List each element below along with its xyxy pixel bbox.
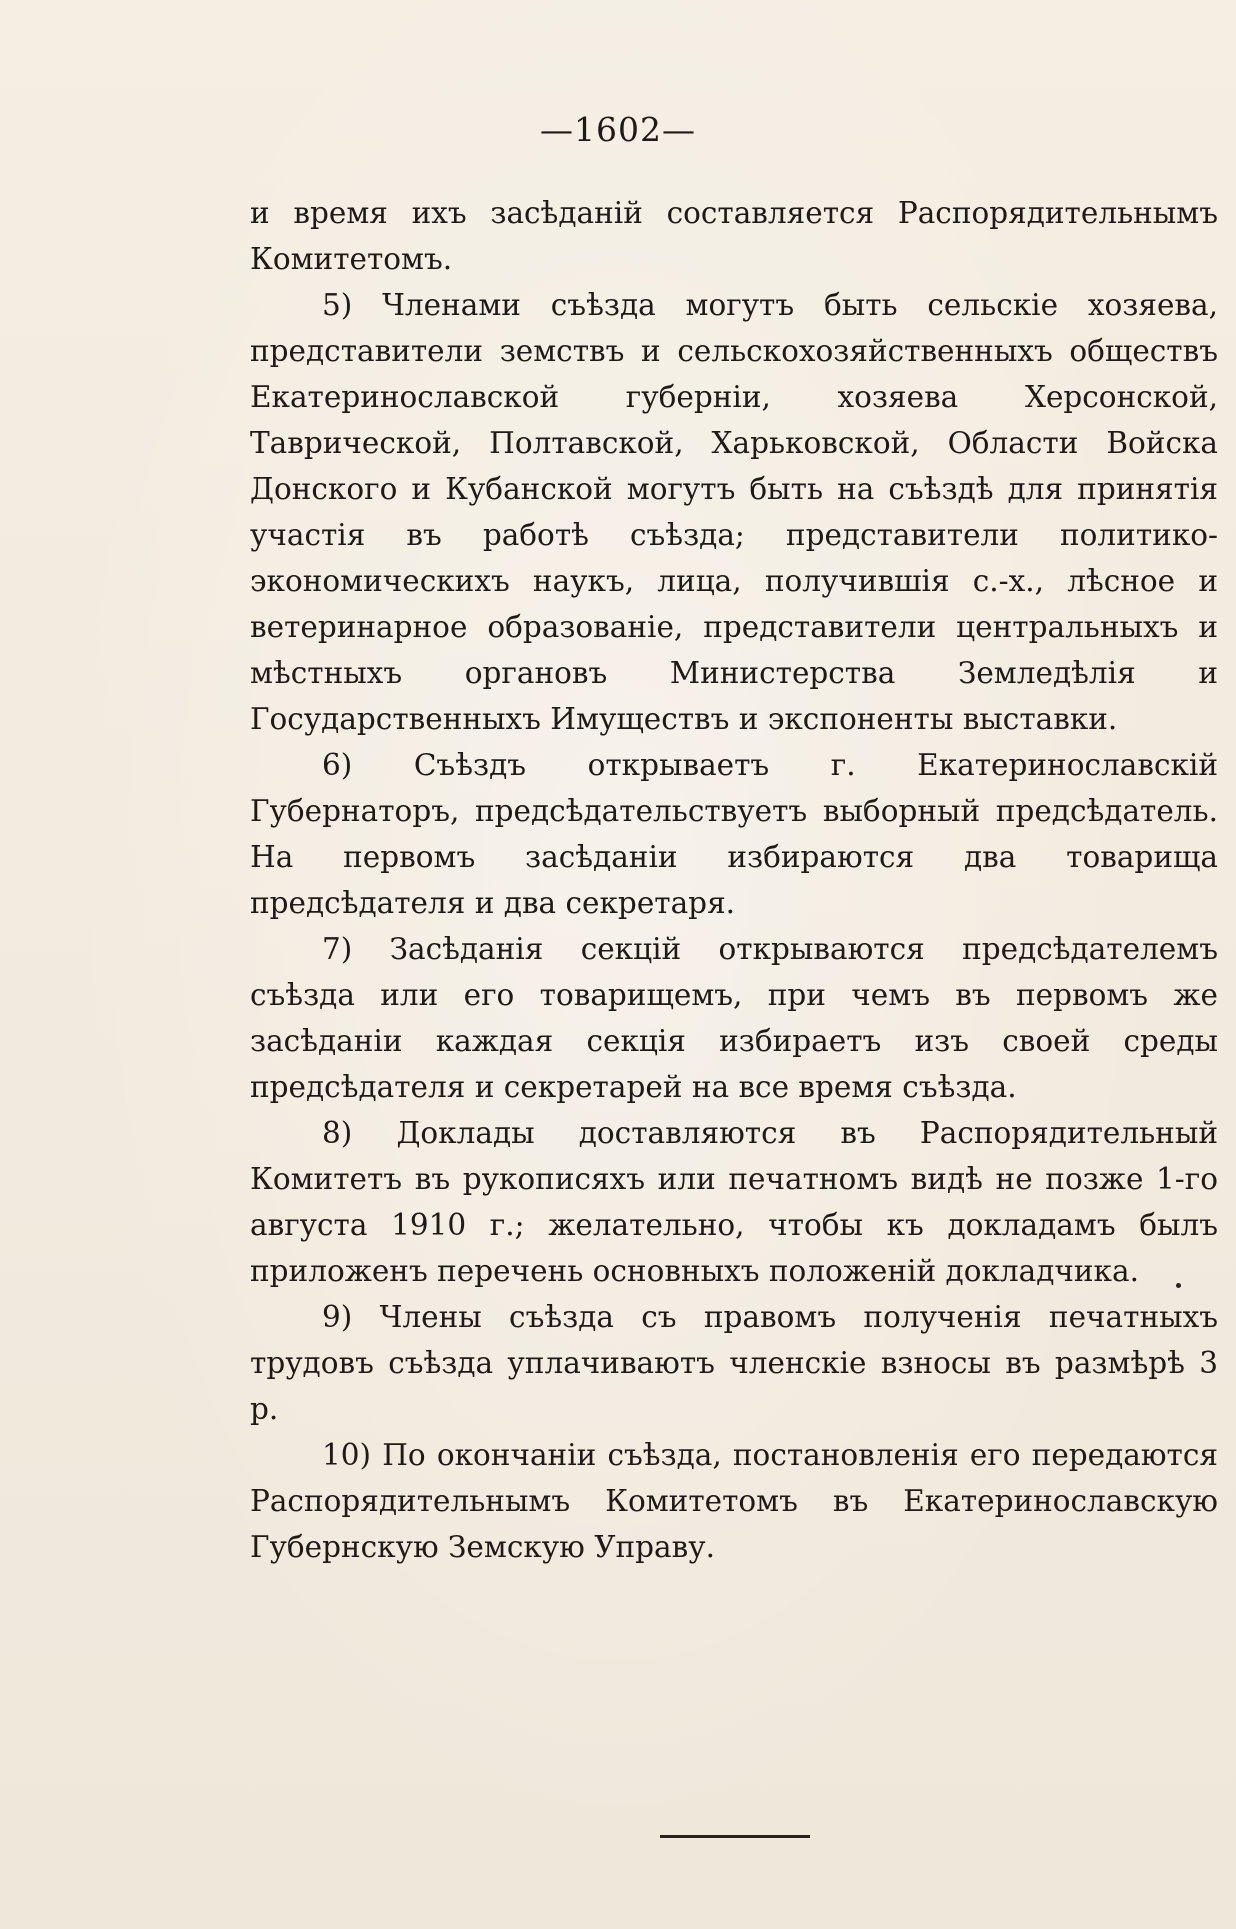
page-number: —1602— bbox=[540, 110, 696, 149]
paragraph-item-9: 9) Члены съѣзда съ правомъ полученія печатныхъ трудовъ съѣзда уплачиваютъ членскіе взносы въ размѣрѣ 3 р. bbox=[250, 1300, 1218, 1426]
ink-speck bbox=[1176, 1283, 1181, 1288]
paragraph-continuation: и время ихъ засѣданій составляется Распорядительнымъ Комитетомъ. bbox=[250, 196, 1218, 276]
paragraph-item-7: 7) Засѣданія секцій открываются предсѣдателемъ съѣзда или его товарищемъ, при чемъ въ первомъ же засѣданіи каждая секція избираетъ изъ своей среды предсѣдателя и секретарей на все время съѣзда. bbox=[250, 932, 1218, 1104]
body-text bbox=[250, 190, 1218, 1570]
paragraph-item-8: 8) Доклады доставляются въ Распорядительный Комитетъ въ рукописяхъ или печатномъ видѣ не позже 1-го августа 1910 г.; желательно, чтобы къ докладамъ былъ приложенъ перечень основныхъ положеній докладчика. bbox=[250, 1116, 1218, 1288]
paragraph-item-6: 6) Съѣздъ открываетъ г. Екатеринославскій Губернаторъ, предсѣдательствуетъ выборный предсѣдатель. На первомъ засѣданіи избираются два товарища предсѣдателя и два секретаря. bbox=[250, 748, 1218, 920]
end-rule-divider bbox=[660, 1835, 810, 1838]
paragraph-item-5: 5) Членами съѣзда могутъ быть сельскіе хозяева, представители земствъ и сельскохозяйственныхъ обществъ Екатеринославской губерніи, хозяева Херсонской, Таврической, Полтавской, Харьковской, Области Войска Донского и Кубанской могутъ быть на съѣздѣ для принятія участія въ работѣ съѣзда; представители политико-экономическихъ наукъ, лица, получившія с.-х., лѣсное и ветеринарное образованіе, представители центральныхъ и мѣстныхъ органовъ Министерства Земледѣлія и Государственныхъ Имуществъ и экспоненты выставки. bbox=[250, 288, 1218, 736]
paragraph-item-10: 10) По окончаніи съѣзда, постановленія его передаются Распорядительнымъ Комитетомъ въ Екатеринославскую Губернскую Земскую Управу. bbox=[250, 1438, 1218, 1564]
